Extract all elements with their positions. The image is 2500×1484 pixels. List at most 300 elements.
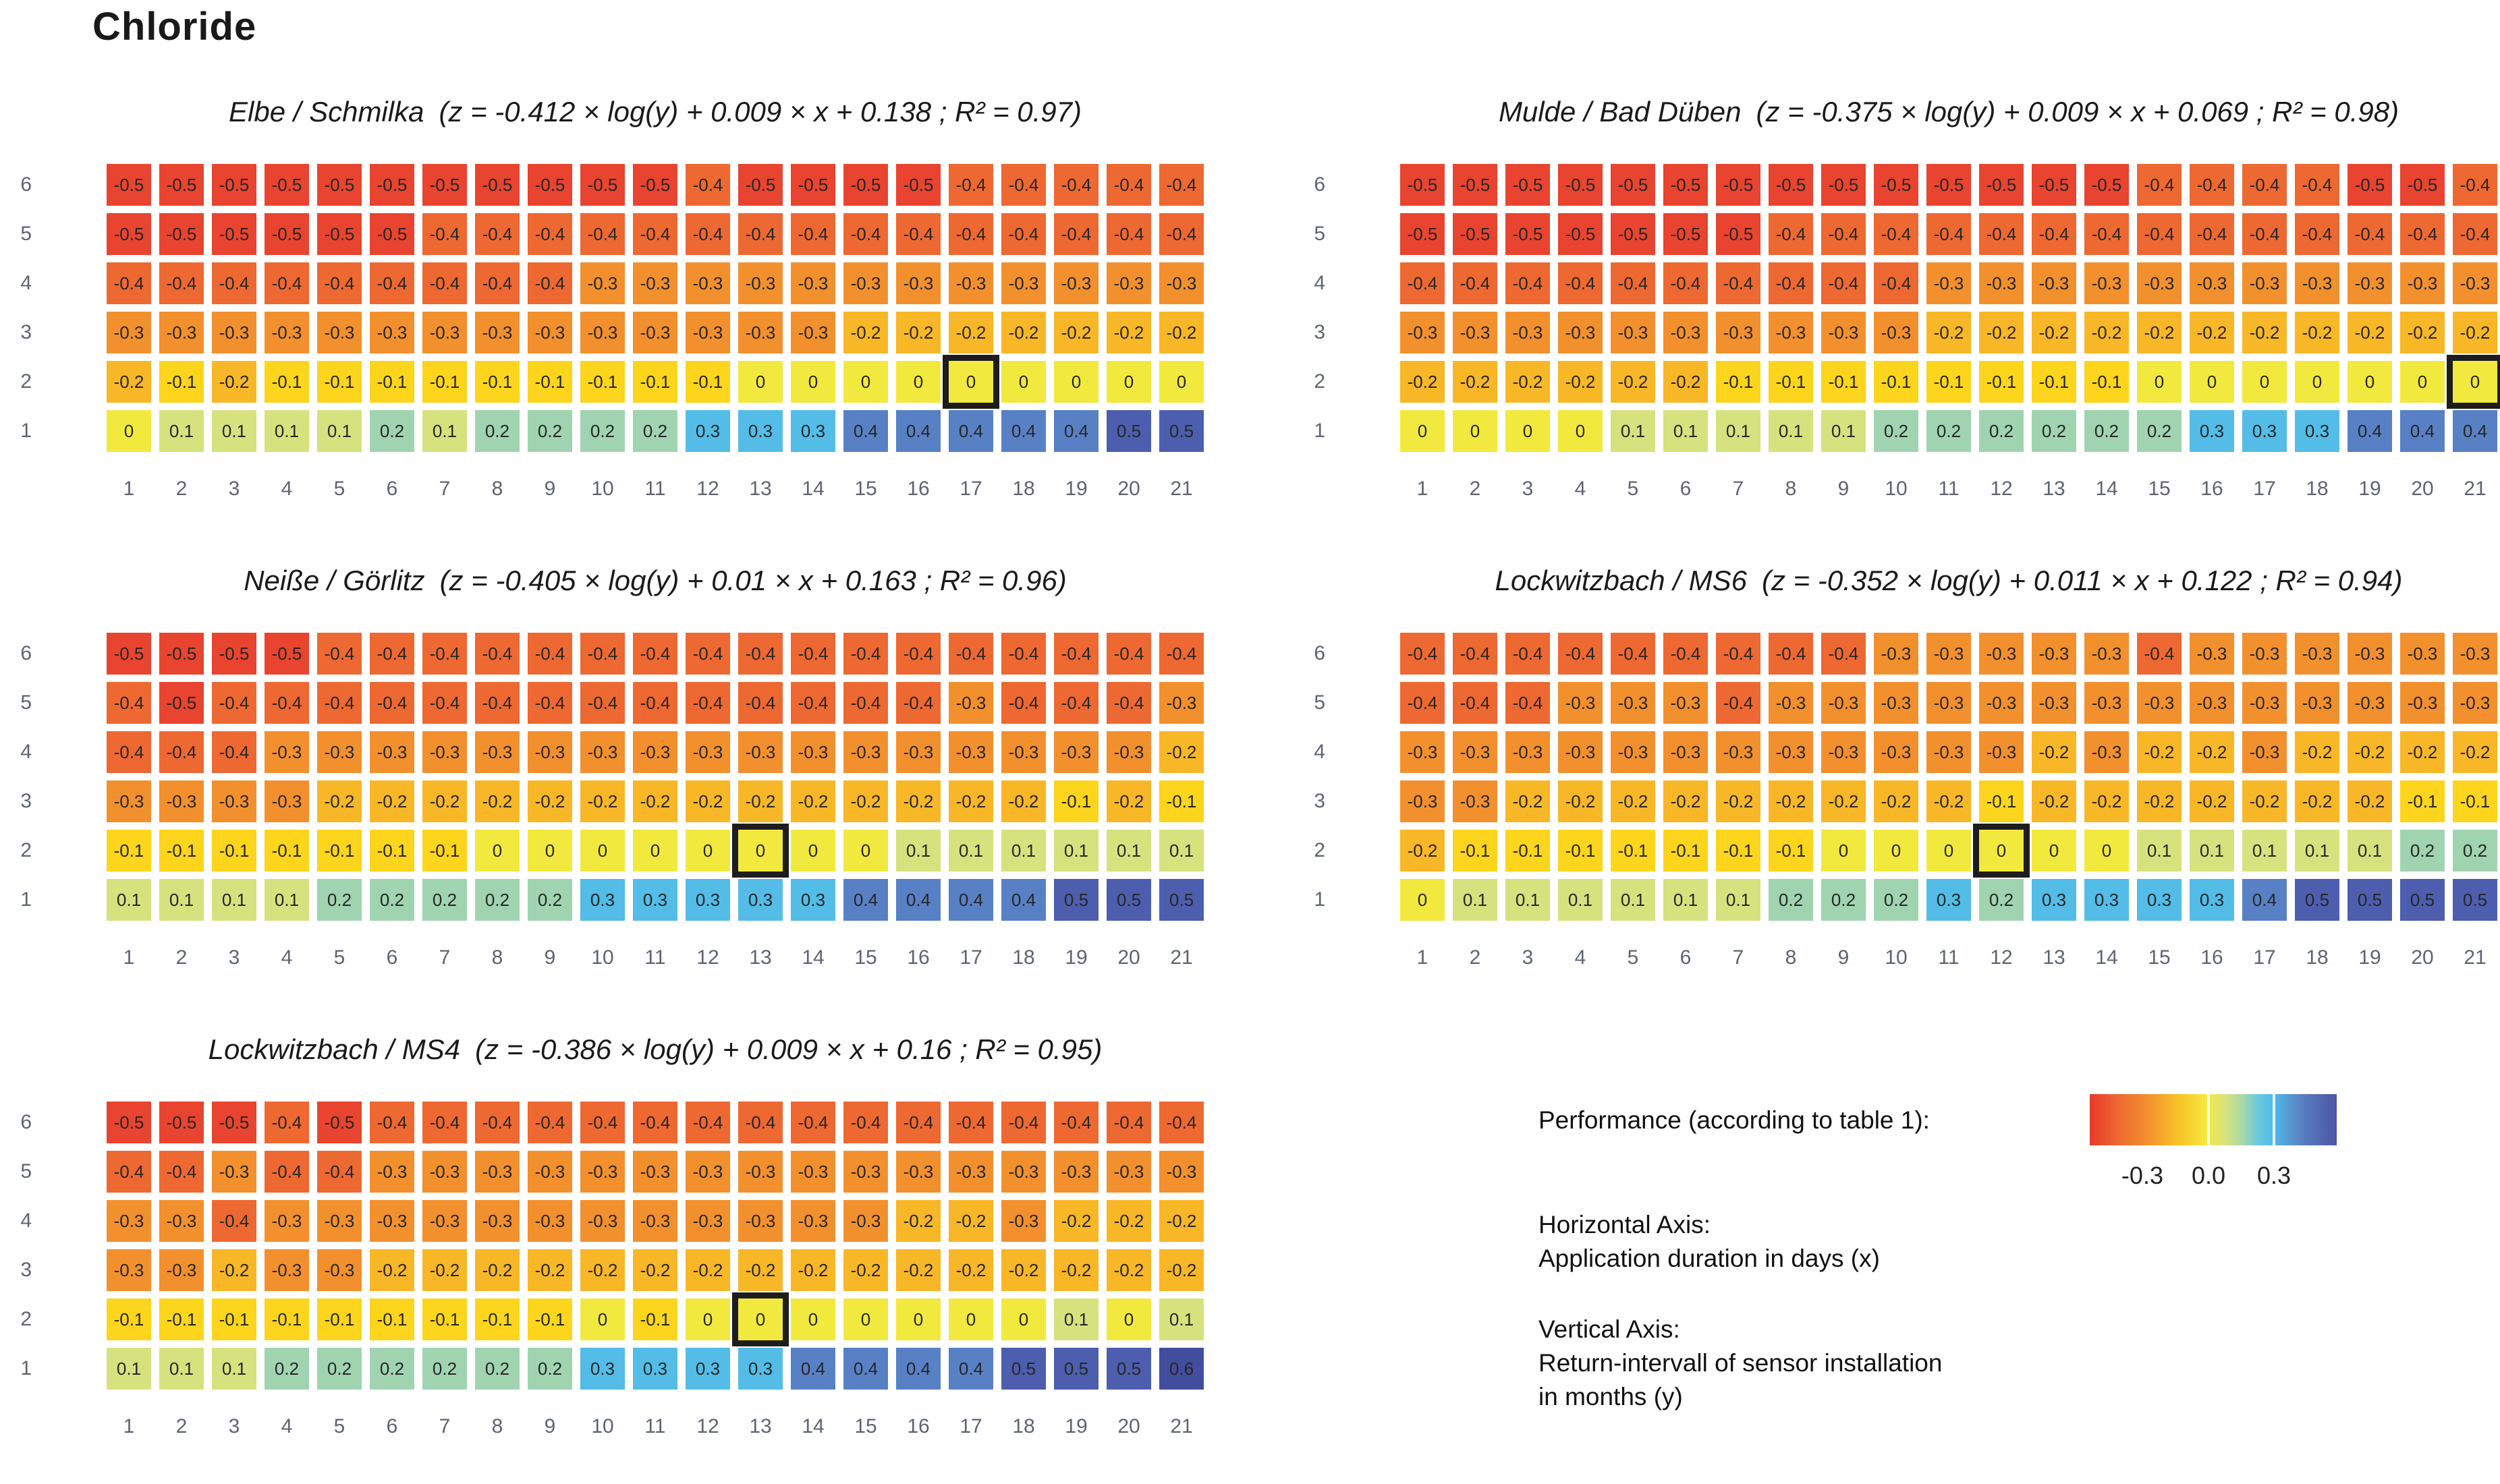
x-tick-label: 12 bbox=[1990, 478, 2013, 500]
heatmap-cell: -0.3 bbox=[1663, 682, 1708, 724]
heatmap-cell: 0.3 bbox=[738, 1348, 783, 1390]
heatmap-cell: -0.5 bbox=[1453, 164, 1497, 206]
heatmap-cell: 0.3 bbox=[2190, 410, 2234, 452]
heatmap-cell: -0.4 bbox=[212, 1200, 256, 1242]
heatmap-cell: 0.3 bbox=[633, 1348, 677, 1390]
heatmap-cell: 0.5 bbox=[1159, 410, 1204, 452]
heatmap-cell: -0.4 bbox=[475, 682, 520, 724]
heatmap-cell: -0.5 bbox=[317, 213, 362, 255]
heatmap-cell: -0.4 bbox=[580, 682, 625, 724]
heatmap-cell: 0.3 bbox=[738, 410, 783, 452]
heatmap-cell: -0.1 bbox=[107, 1298, 151, 1340]
heatmap-cell: -0.1 bbox=[2453, 780, 2497, 822]
heatmap-cell: 0.1 bbox=[159, 879, 204, 921]
heatmap-cell: -0.3 bbox=[1926, 633, 1971, 675]
heatmap-cell: -0.5 bbox=[317, 164, 362, 206]
x-tick-label: 11 bbox=[644, 1415, 666, 1437]
heatmap-cell: -0.3 bbox=[633, 1151, 677, 1193]
heatmap-cell: -0.4 bbox=[528, 1102, 572, 1143]
heatmap-cell: 0.1 bbox=[1716, 879, 1760, 921]
heatmap-cell: -0.2 bbox=[896, 1200, 941, 1242]
heatmap-cell: 0.1 bbox=[949, 830, 993, 872]
heatmap-cell: -0.3 bbox=[1769, 682, 1813, 724]
heatmap-cell: -0.3 bbox=[2190, 633, 2234, 675]
heatmap-cell: -0.3 bbox=[580, 1151, 625, 1193]
heatmap-cell: -0.3 bbox=[738, 312, 783, 353]
heatmap-cell: 0.1 bbox=[1054, 830, 1099, 872]
heatmap-cell: -0.3 bbox=[1926, 731, 1971, 773]
x-tick-label: 5 bbox=[333, 478, 345, 500]
heatmap-cell: -0.5 bbox=[265, 213, 309, 255]
heatmap-cell: -0.2 bbox=[107, 361, 151, 403]
heatmap-cell: -0.5 bbox=[475, 164, 520, 206]
heatmap-cell: -0.5 bbox=[212, 164, 256, 206]
heatmap-cell: -0.1 bbox=[265, 361, 309, 403]
heatmap-cell: -0.3 bbox=[2295, 682, 2339, 724]
heatmap-cell: 0.5 bbox=[1054, 1348, 1099, 1390]
y-tick-label: 5 bbox=[20, 691, 32, 714]
y-tick-label: 1 bbox=[20, 888, 32, 911]
heatmap-cell: -0.2 bbox=[370, 780, 414, 822]
heatmap-cell: -0.2 bbox=[843, 780, 888, 822]
heatmap-cell: -0.3 bbox=[2242, 262, 2287, 304]
x-tick-label: 5 bbox=[1627, 478, 1639, 500]
x-tick-label: 15 bbox=[854, 1415, 877, 1437]
x-tick-label: 1 bbox=[1416, 946, 1428, 969]
heatmap-cell: 0 bbox=[843, 830, 888, 872]
heatmap-cell: -0.5 bbox=[159, 164, 204, 206]
heatmap-cell: -0.4 bbox=[317, 1151, 362, 1193]
heatmap-cell: -0.4 bbox=[2400, 213, 2445, 255]
heatmap-cell: -0.4 bbox=[1926, 213, 1971, 255]
x-axis-tick-labels bbox=[1400, 478, 2497, 501]
heatmap-cell: 0.2 bbox=[528, 410, 572, 452]
heatmap-cell: -0.2 bbox=[843, 312, 888, 353]
heatmap-cell: 0.1 bbox=[317, 410, 362, 452]
heatmap-cell: -0.3 bbox=[2295, 633, 2339, 675]
heatmap-cell: -0.2 bbox=[2242, 780, 2287, 822]
x-tick-label: 14 bbox=[2095, 478, 2118, 500]
heatmap-cell: -0.1 bbox=[1159, 780, 1204, 822]
heatmap-cell: 0 bbox=[475, 830, 520, 872]
heatmap-cell: -0.4 bbox=[422, 1102, 467, 1143]
heatmap-cell: 0 bbox=[686, 1298, 730, 1340]
heatmap-cell: 0.1 bbox=[1821, 410, 1866, 452]
heatmap-cell: -0.4 bbox=[580, 633, 625, 675]
heatmap-cell: 0 bbox=[580, 830, 625, 872]
y-axis-tick-labels bbox=[3, 1102, 32, 1390]
heatmap-cell: -0.3 bbox=[265, 312, 309, 353]
x-tick-label: 20 bbox=[1117, 478, 1140, 500]
x-tick-label: 17 bbox=[960, 478, 982, 500]
heatmap-cell: -0.3 bbox=[791, 731, 835, 773]
heatmap-cell: 0.1 bbox=[1769, 410, 1813, 452]
heatmap-cell: -0.5 bbox=[1558, 213, 1603, 255]
x-tick-label: 2 bbox=[175, 478, 188, 500]
x-tick-label: 10 bbox=[591, 478, 614, 500]
heatmap-cell: 0.2 bbox=[528, 1348, 572, 1390]
heatmap-cell: -0.1 bbox=[528, 1298, 572, 1340]
heatmap-cell: -0.3 bbox=[2242, 633, 2287, 675]
heatmap-cell: -0.1 bbox=[1716, 830, 1760, 872]
heatmap-cell: 0 bbox=[949, 1298, 993, 1340]
x-tick-label: 9 bbox=[544, 946, 556, 969]
heatmap-cell: -0.2 bbox=[1926, 780, 1971, 822]
heatmap-cell: -0.3 bbox=[1054, 262, 1099, 304]
x-tick-label: 17 bbox=[2253, 946, 2276, 969]
y-tick-label: 5 bbox=[1314, 223, 1325, 245]
heatmap-cell: -0.3 bbox=[107, 1200, 151, 1242]
x-tick-label: 20 bbox=[2411, 478, 2434, 500]
x-tick-label: 4 bbox=[281, 946, 293, 969]
heatmap-cell: 0 bbox=[738, 361, 783, 403]
heatmap-cell: 0.1 bbox=[1159, 1298, 1204, 1340]
heatmap-cell: 0.2 bbox=[265, 1348, 309, 1390]
heatmap-cell: -0.4 bbox=[1663, 633, 1708, 675]
horizontal-axis-note-text: Application duration in days (x) bbox=[1538, 1245, 1880, 1272]
heatmap-cell: -0.5 bbox=[265, 164, 309, 206]
heatmap-cell: -0.1 bbox=[1558, 830, 1603, 872]
heatmap-cell: 0.4 bbox=[2242, 879, 2287, 921]
y-tick-label: 1 bbox=[20, 420, 32, 442]
heatmap-cell: 0.2 bbox=[2400, 830, 2445, 872]
heatmap-cell: -0.2 bbox=[2400, 731, 2445, 773]
heatmap-cell: -0.3 bbox=[1001, 1200, 1046, 1242]
heatmap-cell: 0.1 bbox=[2295, 830, 2339, 872]
heatmap-cell: -0.4 bbox=[843, 1102, 888, 1143]
heatmap-cell: 0.2 bbox=[475, 879, 520, 921]
heatmap-cell: -0.3 bbox=[633, 1200, 677, 1242]
heatmap-cell: 0.5 bbox=[1107, 879, 1151, 921]
heatmap-cell: -0.3 bbox=[1054, 1151, 1099, 1193]
heatmap-cell: -0.5 bbox=[1400, 213, 1445, 255]
y-tick-label: 4 bbox=[20, 272, 32, 294]
heatmap-cell: -0.3 bbox=[1505, 312, 1550, 353]
x-tick-label: 4 bbox=[1574, 946, 1586, 969]
heatmap-cell: -0.2 bbox=[1400, 830, 1445, 872]
heatmap-cell: -0.2 bbox=[2348, 780, 2392, 822]
colorbar-tick-label: 0.0 bbox=[2192, 1162, 2226, 1189]
heatmap-cell: -0.2 bbox=[1159, 1249, 1204, 1291]
heatmap-cell: 0.4 bbox=[2400, 410, 2445, 452]
heatmap-cell: -0.4 bbox=[528, 682, 572, 724]
heatmap-cell: 0.1 bbox=[159, 1348, 204, 1390]
x-tick-label: 17 bbox=[960, 946, 982, 969]
heatmap-cell: -0.1 bbox=[580, 361, 625, 403]
heatmap-cell: -0.1 bbox=[265, 1298, 309, 1340]
heatmap-cell: 0.2 bbox=[1979, 879, 2024, 921]
heatmap-cell: -0.3 bbox=[1001, 731, 1046, 773]
heatmap-cell: -0.4 bbox=[949, 164, 993, 206]
heatmap-cell: -0.3 bbox=[528, 312, 572, 353]
x-tick-label: 2 bbox=[1469, 946, 1481, 969]
x-tick-label: 7 bbox=[1732, 946, 1744, 969]
x-tick-label: 21 bbox=[1170, 478, 1193, 500]
x-tick-label: 2 bbox=[175, 946, 188, 969]
y-axis-tick-labels bbox=[3, 164, 32, 452]
heatmap-cell: -0.4 bbox=[2084, 213, 2129, 255]
heatmap-cell: -0.2 bbox=[475, 780, 520, 822]
x-tick-label: 7 bbox=[439, 1415, 451, 1437]
heatmap-cell: 0 bbox=[2348, 361, 2392, 403]
heatmap-cell: -0.4 bbox=[1505, 633, 1550, 675]
heatmap-cell: -0.3 bbox=[580, 731, 625, 773]
heatmap-cell: -0.2 bbox=[1453, 361, 1497, 403]
heatmap-cell: -0.3 bbox=[2084, 633, 2129, 675]
heatmap-cell: 0 bbox=[896, 1298, 941, 1340]
heatmap-cell: -0.1 bbox=[2032, 361, 2076, 403]
heatmap-cell: -0.2 bbox=[896, 312, 941, 353]
x-tick-label: 16 bbox=[2200, 478, 2223, 500]
heatmap-cell: -0.3 bbox=[2348, 682, 2392, 724]
heatmap-cell: -0.4 bbox=[1001, 1102, 1046, 1143]
heatmap-cell: -0.3 bbox=[2453, 262, 2497, 304]
heatmap-cell: -0.4 bbox=[1558, 633, 1603, 675]
heatmap-cell: 0 bbox=[2032, 830, 2076, 872]
heatmap-cell: -0.1 bbox=[1979, 780, 2024, 822]
heatmap-cell: -0.4 bbox=[212, 731, 256, 773]
legend bbox=[1538, 1094, 2497, 1479]
heatmap-cell: 0 bbox=[1107, 361, 1151, 403]
heatmap-cell: -0.4 bbox=[949, 1102, 993, 1143]
y-tick-label: 5 bbox=[20, 223, 32, 245]
heatmap-cell: -0.5 bbox=[896, 164, 941, 206]
heatmap-cell: 0.1 bbox=[1453, 879, 1497, 921]
heatmap-cell: 0.1 bbox=[159, 410, 204, 452]
vertical-axis-note-text: Return-intervall of sensor installation bbox=[1538, 1349, 1943, 1377]
figure-title: Chloride bbox=[92, 5, 257, 49]
heatmap-cell: -0.3 bbox=[1979, 262, 2024, 304]
heatmap-cell: -0.2 bbox=[738, 1249, 783, 1291]
heatmap-cell: -0.5 bbox=[265, 633, 309, 675]
heatmap-cell: -0.4 bbox=[843, 633, 888, 675]
heatmap-cell: -0.4 bbox=[317, 633, 362, 675]
x-tick-label: 19 bbox=[2358, 478, 2381, 500]
heatmap-cell: -0.4 bbox=[107, 1151, 151, 1193]
heatmap-cell: -0.3 bbox=[159, 780, 204, 822]
heatmap-cell: -0.1 bbox=[317, 1298, 362, 1340]
heatmap-cell: -0.3 bbox=[1769, 312, 1813, 353]
heatmap-cell: -0.3 bbox=[2242, 682, 2287, 724]
heatmap-cell: -0.3 bbox=[633, 262, 677, 304]
heatmap-cell: -0.4 bbox=[1054, 682, 1099, 724]
heatmap-cell: -0.4 bbox=[475, 1102, 520, 1143]
heatmap-cell: -0.3 bbox=[528, 1200, 572, 1242]
heatmap-cell: -0.4 bbox=[791, 1102, 835, 1143]
x-tick-label: 14 bbox=[2095, 946, 2118, 969]
heatmap-cell: -0.4 bbox=[949, 633, 993, 675]
x-tick-label: 21 bbox=[2464, 946, 2487, 969]
heatmap-cell: -0.4 bbox=[791, 213, 835, 255]
heatmap-cell: -0.2 bbox=[2032, 312, 2076, 353]
heatmap-cell: -0.4 bbox=[1400, 633, 1445, 675]
heatmap-cell: -0.4 bbox=[791, 633, 835, 675]
heatmap-cell: -0.5 bbox=[159, 682, 204, 724]
y-tick-label: 1 bbox=[20, 1357, 32, 1379]
heatmap-cell: 0 bbox=[896, 361, 941, 403]
highlighted-cell: 0 bbox=[738, 1298, 783, 1340]
y-tick-label: 3 bbox=[1314, 321, 1325, 343]
heatmap-cell: -0.1 bbox=[686, 361, 730, 403]
heatmap-cell: -0.4 bbox=[1769, 262, 1813, 304]
heatmap-cell: -0.4 bbox=[528, 633, 572, 675]
heatmap-cell: -0.1 bbox=[1663, 830, 1708, 872]
heatmap-cell: -0.3 bbox=[475, 1151, 520, 1193]
x-tick-label: 2 bbox=[175, 1415, 188, 1437]
x-tick-label: 17 bbox=[2253, 478, 2276, 500]
heatmap-cell: -0.5 bbox=[1926, 164, 1971, 206]
highlighted-cell: 0 bbox=[949, 361, 993, 403]
heatmap-cell: -0.3 bbox=[1159, 262, 1204, 304]
heatmap-cell: 0.1 bbox=[1558, 879, 1603, 921]
x-tick-label: 18 bbox=[1012, 1415, 1035, 1437]
heatmap-cell: -0.4 bbox=[370, 1102, 414, 1143]
heatmap-cell: -0.1 bbox=[159, 1298, 204, 1340]
heatmap-cell: -0.3 bbox=[686, 262, 730, 304]
heatmap-cell: 0.5 bbox=[1054, 879, 1099, 921]
heatmap-cell: -0.3 bbox=[475, 731, 520, 773]
heatmap-cell: 0 bbox=[2400, 361, 2445, 403]
heatmap-cell: 0.2 bbox=[317, 879, 362, 921]
heatmap-cell: -0.3 bbox=[949, 262, 993, 304]
heatmap-cell: -0.1 bbox=[528, 361, 572, 403]
heatmap-cell: 0.3 bbox=[2137, 879, 2182, 921]
y-tick-label: 6 bbox=[20, 173, 32, 196]
heatmap-cell: -0.3 bbox=[949, 1151, 993, 1193]
heatmap-cell: -0.5 bbox=[1453, 213, 1497, 255]
colorbar-tick-label: 0.3 bbox=[2257, 1162, 2291, 1189]
heatmap-cell: 0.1 bbox=[1001, 830, 1046, 872]
x-tick-label: 19 bbox=[1065, 946, 1088, 969]
heatmap-cell: -0.3 bbox=[1159, 682, 1204, 724]
y-axis-tick-labels bbox=[3, 633, 32, 921]
heatmap-cell: -0.3 bbox=[475, 312, 520, 353]
heatmap-cell: -0.4 bbox=[1505, 262, 1550, 304]
heatmap-cell: -0.4 bbox=[2295, 164, 2339, 206]
y-tick-label: 1 bbox=[1314, 420, 1325, 442]
heatmap-cell: 0 bbox=[2190, 361, 2234, 403]
heatmap-cell: -0.3 bbox=[738, 1151, 783, 1193]
heatmap-cell: -0.3 bbox=[2242, 731, 2287, 773]
heatmap-cell: -0.2 bbox=[2348, 731, 2392, 773]
x-tick-label: 9 bbox=[1837, 946, 1850, 969]
y-tick-label: 2 bbox=[20, 839, 32, 861]
heatmap-cell: 0.2 bbox=[1874, 879, 1918, 921]
heatmap-cell: -0.2 bbox=[2295, 312, 2339, 353]
panel-title bbox=[107, 96, 1204, 128]
heatmap-cell: -0.3 bbox=[317, 1200, 362, 1242]
heatmap-cell: -0.1 bbox=[212, 1298, 256, 1340]
heatmap-cell: 0.1 bbox=[1716, 410, 1760, 452]
heatmap-cell: -0.2 bbox=[896, 780, 941, 822]
heatmap-cell: -0.3 bbox=[475, 1200, 520, 1242]
heatmap-cell: -0.2 bbox=[580, 1249, 625, 1291]
x-tick-label: 7 bbox=[439, 946, 451, 969]
heatmap-cell: -0.5 bbox=[2084, 164, 2129, 206]
heatmap-cell: -0.4 bbox=[2242, 213, 2287, 255]
x-tick-label: 13 bbox=[749, 478, 772, 500]
y-tick-label: 4 bbox=[20, 741, 32, 763]
heatmap-cell: -0.4 bbox=[843, 682, 888, 724]
heatmap-cell: -0.2 bbox=[1558, 361, 1603, 403]
heatmap-cell: -0.3 bbox=[107, 1249, 151, 1291]
x-tick-label: 6 bbox=[1679, 478, 1692, 500]
heatmap-cell: -0.3 bbox=[843, 1200, 888, 1242]
x-tick-label: 13 bbox=[749, 1415, 772, 1437]
panel-title bbox=[107, 565, 1204, 597]
heatmap-cell: -0.5 bbox=[212, 633, 256, 675]
heatmap-cell: -0.3 bbox=[107, 312, 151, 353]
x-tick-label: 5 bbox=[1627, 946, 1639, 969]
x-tick-label: 6 bbox=[386, 946, 398, 969]
heatmap-cell: -0.5 bbox=[580, 164, 625, 206]
heatmap-cell: 0.3 bbox=[633, 879, 677, 921]
heatmap-cell: -0.3 bbox=[791, 1151, 835, 1193]
heatmap-cell: -0.4 bbox=[370, 682, 414, 724]
x-tick-label: 3 bbox=[1522, 946, 1534, 969]
heatmap-cell: -0.2 bbox=[2453, 312, 2497, 353]
heatmap-cell: 0 bbox=[791, 361, 835, 403]
heatmap-cell: -0.3 bbox=[370, 1151, 414, 1193]
heatmap-cell: 0.5 bbox=[1001, 1348, 1046, 1390]
heatmap-cell: -0.3 bbox=[2190, 262, 2234, 304]
station-name: Elbe / Schmilka bbox=[229, 96, 424, 127]
heatmap-cell: -0.2 bbox=[212, 1249, 256, 1291]
heatmap-cell: 0.4 bbox=[2348, 410, 2392, 452]
heatmap-cell: -0.2 bbox=[633, 1249, 677, 1291]
heatmap-cell: 0.4 bbox=[1001, 410, 1046, 452]
heatmap-cell: -0.4 bbox=[422, 213, 467, 255]
heatmap-cell: -0.4 bbox=[212, 682, 256, 724]
y-tick-label: 1 bbox=[1314, 888, 1325, 911]
heatmap-cell: -0.4 bbox=[1453, 262, 1497, 304]
heatmap-cell: -0.3 bbox=[686, 1151, 730, 1193]
heatmap-cell: 0 bbox=[843, 361, 888, 403]
heatmap-cell: -0.3 bbox=[1769, 731, 1813, 773]
heatmap-cell: -0.4 bbox=[1611, 633, 1655, 675]
station-name: Lockwitzbach / MS6 bbox=[1495, 565, 1748, 596]
heatmap-cell: -0.4 bbox=[686, 633, 730, 675]
x-tick-label: 11 bbox=[644, 478, 666, 500]
heatmap-cell: -0.3 bbox=[422, 1151, 467, 1193]
x-tick-label: 3 bbox=[228, 946, 240, 969]
heatmap-cell: -0.2 bbox=[317, 780, 362, 822]
heatmap-cell: -0.3 bbox=[370, 1200, 414, 1242]
x-tick-label: 13 bbox=[2043, 478, 2065, 500]
heatmap-cell: -0.5 bbox=[1716, 164, 1760, 206]
x-tick-label: 10 bbox=[1885, 946, 1908, 969]
heatmap-cell: -0.3 bbox=[1874, 682, 1918, 724]
heatmap-cell: -0.4 bbox=[2348, 213, 2392, 255]
heatmap-cell: 0.2 bbox=[370, 1348, 414, 1390]
heatmap-cell: -0.4 bbox=[1159, 1102, 1204, 1143]
heatmap-cell: -0.2 bbox=[1505, 780, 1550, 822]
heatmap-cell: -0.4 bbox=[1107, 633, 1151, 675]
heatmap-cell: 0 bbox=[1874, 830, 1918, 872]
regression-formula: (z = -0.375 × log(y) + 0.009 × x + 0.069 ; R² = 0.98) bbox=[1756, 96, 2399, 127]
heatmap-cell: 0 bbox=[2084, 830, 2129, 872]
heatmap-cell: -0.4 bbox=[1821, 633, 1866, 675]
heatmap-cell: 0.5 bbox=[1107, 410, 1151, 452]
x-tick-label: 18 bbox=[1012, 946, 1035, 969]
heatmap-cell: 0.5 bbox=[1107, 1348, 1151, 1390]
heatmap-cell: -0.4 bbox=[1159, 164, 1204, 206]
x-tick-label: 14 bbox=[802, 1415, 825, 1437]
heatmap-cell: -0.3 bbox=[422, 1200, 467, 1242]
heatmap-cell: -0.2 bbox=[1716, 780, 1760, 822]
heatmap-cell: 0.2 bbox=[1769, 879, 1813, 921]
heatmap-cell: -0.3 bbox=[1001, 262, 1046, 304]
